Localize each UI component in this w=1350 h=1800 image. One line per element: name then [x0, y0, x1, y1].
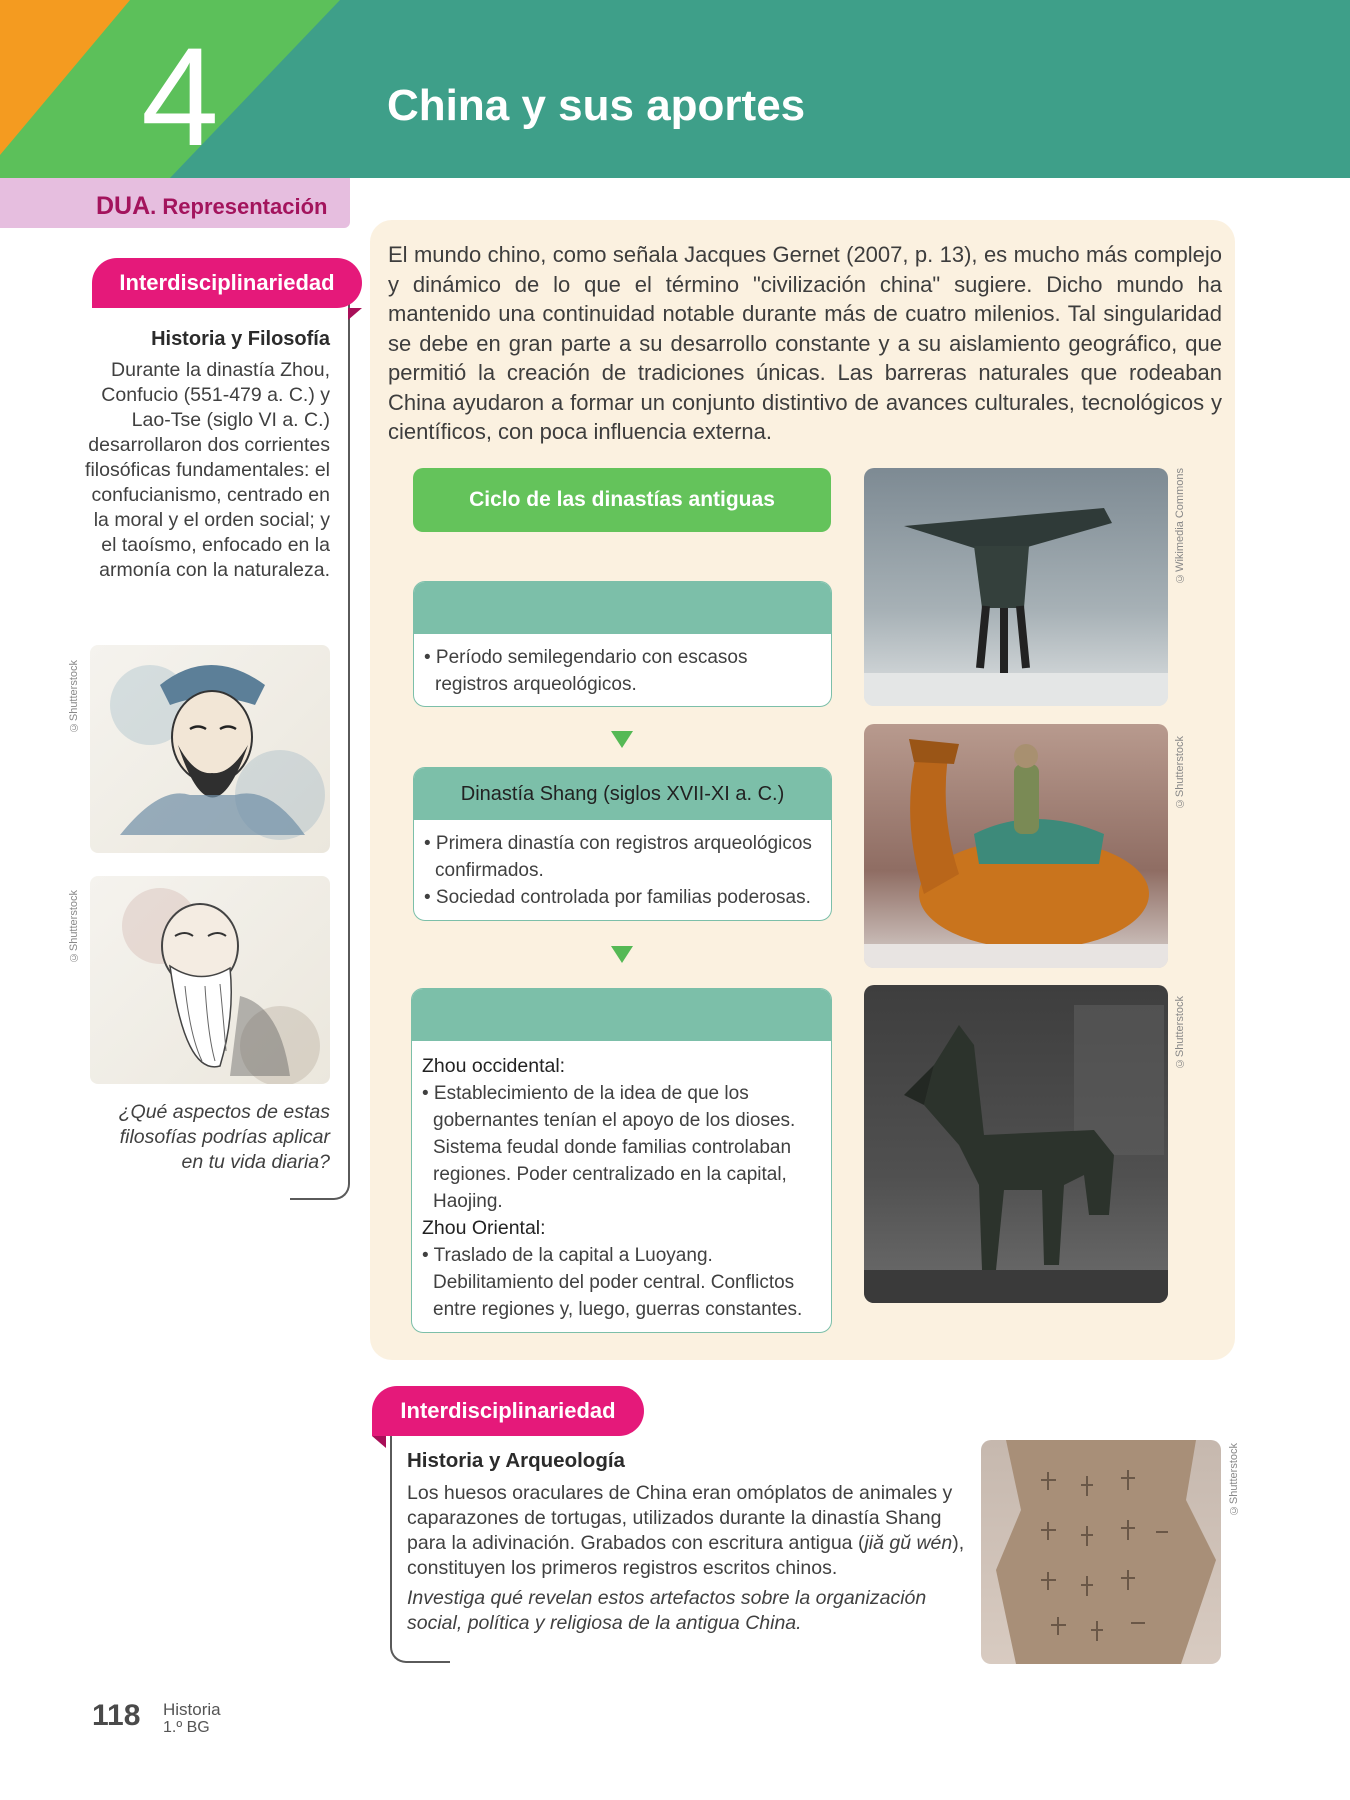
dynasty-bullet: • Sociedad controlada por familias poderosas.: [424, 887, 811, 908]
dynasty-box-xia: [413, 581, 832, 707]
confucius-illustration: [90, 645, 330, 853]
dynasty-bullet: • Primera dinastía con registros arqueológicos confirmados.: [424, 833, 812, 881]
dua-label-main: DUA: [96, 192, 151, 220]
zhou-west-title: Zhou occidental:: [422, 1055, 566, 1077]
portrait-2-credit: ©Shutterstock: [68, 890, 80, 964]
flow-arrow-down-icon: [611, 946, 633, 963]
dynasty-box-header: [412, 989, 831, 1041]
bronze-horse-photo: [864, 985, 1168, 1303]
jiaguwen-term: jiă gŭ wén: [864, 1532, 953, 1554]
bone-photo-credit: ©Shutterstock: [1228, 1443, 1240, 1517]
archaeology-interdisciplinary-tab: Interdisciplinariedad: [372, 1386, 644, 1436]
dua-label: [96, 190, 327, 223]
archaeology-body: Los huesos oraculares de China eran omóplatos de animales y caparazones de tortugas, utilizados durante la dinastía Shang para la adivinación. Grabados con escritura antigua (jiă gŭ wén), constituyen los primeros registros escritos chinos.: [407, 1482, 965, 1579]
footer-grade: 1.º BG: [163, 1719, 210, 1736]
sidebar-tab-fold: [348, 308, 362, 320]
dynasty-box-header: Dinastía Shang (siglos XVII-XI a. C.): [414, 768, 831, 820]
dynasty-box-body: [414, 820, 831, 919]
portrait-1-credit: ©Shutterstock: [68, 660, 80, 734]
cycle-title: Ciclo de las dinastías antiguas: [413, 468, 831, 532]
page-title: China y sus aportes: [387, 81, 806, 130]
dua-label-sub: . Representación: [150, 194, 328, 219]
bronze-jue-photo: [864, 468, 1168, 706]
laozi-portrait: [90, 876, 330, 1084]
camel-photo-credit: ©Shutterstock: [1174, 736, 1186, 810]
unit-number: 4: [141, 18, 219, 175]
camel-figurine-photo: [864, 724, 1168, 968]
laozi-illustration: [90, 876, 330, 1084]
dynasty-bullet: • Traslado de la capital a Luoyang. Debilitamiento del poder central. Conflictos entre regiones y, luego, guerras constantes.: [422, 1245, 803, 1320]
intro-paragraph: El mundo chino, como señala Jacques Gernet (2007, p. 13), es mucho más complejo y dinámico de lo que el término "civilización china" sugiere. Dicho mundo ha mantenido una continuidad notable durante más de cuatro milenios. Tal singularidad se debe en gran parte a su desarrollo constante y a su aislamiento geográfico, que permitió la creación de tradiciones únicas. Las barreras naturales que rodeaban China ayudaron a formar un conjunto distintivo de avances culturales, tecnológicos y científicos, con poca influencia externa.: [388, 242, 1222, 444]
dynasty-box-body: [414, 634, 831, 706]
bronze-horse-image: [864, 985, 1168, 1303]
dynasty-box-body: [412, 1041, 831, 1331]
sidebar-body: Durante la dinastía Zhou, Confucio (551-479 a. C.) y Lao-Tse (siglo VI a. C.) desarrollaron dos corrientes filosóficas fundamentales: el confucianismo, centrado en la moral y el orden social; y el taoísmo, enfocado en la armonía con la naturaleza.: [85, 359, 330, 581]
sidebar-heading: Historia y Filosofía: [151, 328, 330, 350]
oracle-bone-photo: [981, 1440, 1221, 1664]
sidebar-question: ¿Qué aspectos de estas filosofías podrías aplicar en tu vida diaria?: [118, 1101, 330, 1173]
dynasty-box-shang: [413, 767, 832, 921]
header-orange-shape: [0, 0, 130, 155]
footer-subject: Historia: [163, 1700, 221, 1719]
page-number: 118: [92, 1699, 141, 1732]
oracle-bone-image: [981, 1440, 1221, 1664]
dynasty-bullet: • Establecimiento de la idea de que los gobernantes tenían el apoyo de los dioses. Sistema feudal donde familias controlaban regiones. Poder centralizado en la capital, Haojing.: [422, 1083, 796, 1212]
archaeology-tab-fold: [372, 1436, 386, 1448]
archaeology-heading: Historia y Arqueología: [407, 1449, 625, 1472]
dynasty-box-header: [414, 582, 831, 634]
confucius-portrait: [90, 645, 330, 853]
flow-arrow-down-icon: [611, 731, 633, 748]
zhou-east-title: Zhou Oriental:: [422, 1217, 546, 1239]
jue-photo-credit: ©Wikimedia Commons: [1174, 468, 1186, 584]
camel-figurine-image: [864, 724, 1168, 968]
horse-photo-credit: ©Shutterstock: [1174, 996, 1186, 1070]
dynasty-box-zhou: [411, 988, 832, 1333]
dynasty-bullet: • Período semilegendario con escasos registros arqueológicos.: [424, 647, 748, 695]
archaeology-question: Investiga qué revelan estos artefactos sobre la organización social, política y religiosa de la antigua China.: [407, 1587, 927, 1634]
bronze-jue-image: [864, 468, 1168, 706]
sidebar-interdisciplinary-tab: Interdisciplinariedad: [92, 258, 362, 308]
